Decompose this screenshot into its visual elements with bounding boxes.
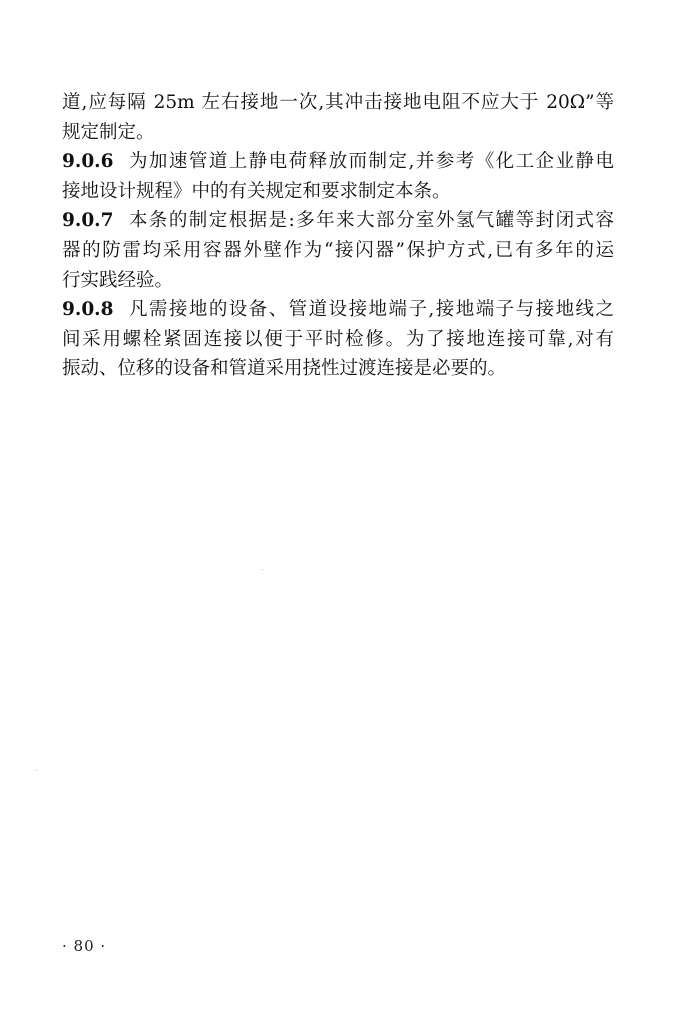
clause-number: 9.0.8: [62, 299, 114, 321]
text-line: 器的防雷均采用容器外壁作为“接闪器”保护方式,已有多年的运: [62, 239, 614, 261]
text-line: 间采用螺栓紧固连接以便于平时检修。为了接地连接可靠,对有: [62, 328, 614, 350]
clause-text: 为加速管道上静电荷释放而制定,并参考《化工企业静电: [127, 151, 614, 173]
text-line: 接地设计规程》中的有关规定和要求制定本条。: [62, 180, 451, 202]
clause-number: 9.0.6: [62, 151, 114, 173]
text-line: 规定制定。: [62, 121, 155, 143]
clause-text: 本条的制定根据是:多年来大部分室外氢气罐等封闭式容: [127, 210, 614, 232]
text-line: 振动、位移的设备和管道采用挠性过渡连接是必要的。: [62, 358, 507, 380]
clause-9-0-7-first-line: [62, 206, 614, 236]
scan-speck: [262, 569, 263, 570]
scan-speck: [36, 770, 37, 771]
text-line: 道,应每隔 25m 左右接地一次,其冲击接地电阻不应大于 20Ω”等: [62, 92, 614, 113]
clause-number: 9.0.7: [62, 210, 114, 232]
clause-9-0-8-first-line: [62, 295, 614, 325]
clause-text: 凡需接地的设备、管道设接地端子,接地端子与接地线之: [127, 299, 614, 321]
clause-9-0-6-first-line: [62, 147, 614, 177]
text-line: 行实践经验。: [62, 269, 174, 291]
body-text: [62, 88, 614, 384]
page-number: · 80 ·: [62, 937, 107, 955]
